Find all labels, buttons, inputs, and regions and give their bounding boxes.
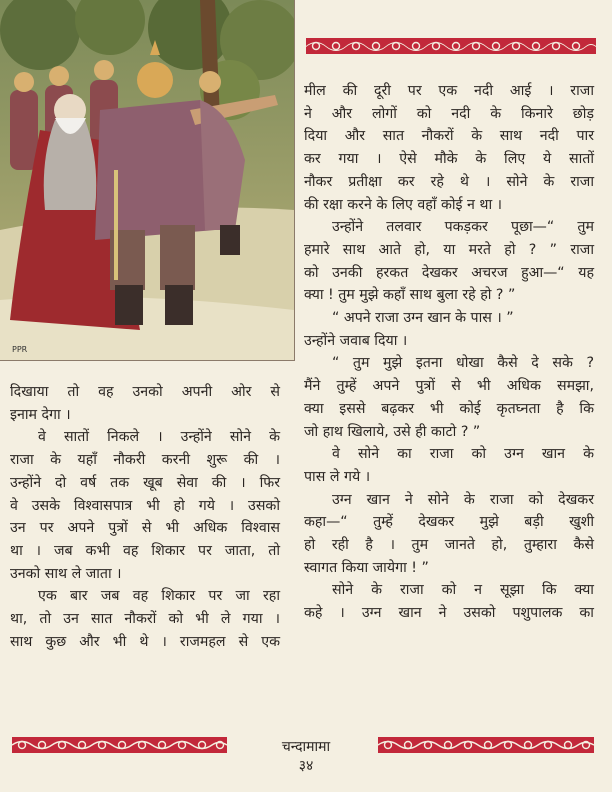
text-line: उन पर अपने पुत्रों से भी अधिक विश्वास bbox=[10, 520, 280, 537]
text-line: क्या इससे बढ़कर भी कोई कृतघ्नता है कि bbox=[304, 400, 594, 417]
text-line: स्वागत किया जायेगा ! ” bbox=[304, 559, 429, 576]
text-line: क्या ! तुम मुझे कहाँ साथ बुला रहे हो ? ” bbox=[304, 287, 516, 304]
text-line: हो रही है । तुम जानते हो, तुम्हारा कैसे bbox=[304, 537, 594, 554]
text-line: राजा के यहाँ नौकरी करनी शुरू की । bbox=[10, 452, 280, 469]
text-line: था । जब कभी वह शिकार पर जाता, तो bbox=[10, 542, 280, 559]
story-illustration bbox=[0, 0, 295, 361]
text-line: इनाम देगा । bbox=[10, 406, 71, 423]
right-text-column bbox=[304, 80, 594, 625]
text-line: जो हाथ खिलाये, उसे ही काटो ? ” bbox=[304, 423, 481, 440]
top-ornament-border bbox=[306, 38, 596, 54]
text-line: उन्होंने दो वर्ष तक खूब सेवा की । फिर bbox=[10, 474, 280, 491]
text-line: उग्न खान ने सोने के राजा को देखकर bbox=[332, 491, 594, 508]
text-line: मील की दूरी पर एक नदी आई । राजा bbox=[304, 83, 594, 99]
text-line: हमारे साथ आते हो, या मरते हो ? ” राजा bbox=[304, 241, 594, 258]
text-line: उन्होंने तलवार पकड़कर पूछा—“ तुम bbox=[332, 219, 594, 236]
text-line: वे सोने का राजा को उग्न खान के bbox=[332, 446, 594, 463]
text-line: उन्होंने जवाब दिया । bbox=[304, 332, 408, 349]
text-line: नौकर प्रतीक्षा कर रहे थे । सोने के राजा bbox=[304, 173, 594, 190]
text-line: मैंने तुम्हें अपने पुत्रों से भी अधिक समझा, bbox=[304, 378, 594, 395]
text-line: दिया और सात नौकरों के साथ नदी पार bbox=[304, 128, 594, 145]
text-line: वे सातों निकले । उन्होंने सोने के bbox=[38, 429, 280, 446]
text-line: “ अपने राजा उग्न खान के पास । ” bbox=[332, 310, 514, 327]
bottom-right-ornament-border bbox=[378, 737, 594, 753]
text-line: कर गया । ऐसे मौके के लिए ये सातों bbox=[304, 151, 594, 168]
page-number: ३४ bbox=[298, 758, 314, 774]
magazine-title: चन्दामामा bbox=[281, 739, 331, 755]
text-line: ने और लोगों को नदी के किनारे छोड़ bbox=[304, 105, 594, 122]
text-line: उनको साथ ले जाता । bbox=[10, 565, 122, 582]
text-line: कहा—“ तुम्हें देखकर मुझे बड़ी खुशी bbox=[304, 514, 594, 531]
text-line: दिखाया तो वह उनको अपनी ओर से bbox=[10, 384, 280, 400]
text-line: सोने के राजा को न सूझा कि क्या bbox=[332, 582, 594, 599]
illustration-signature: PPR bbox=[12, 345, 28, 354]
text-line: वे उसके विश्वासपात्र भी हो गये । उसको bbox=[10, 497, 280, 514]
bottom-left-ornament-border bbox=[12, 737, 227, 753]
text-line: साथ कुछ और भी थे । राजमहल से एक bbox=[10, 633, 280, 650]
text-line: को उनकी हरकत देखकर अचरज हुआ—“ यह bbox=[304, 264, 594, 281]
text-line: “ तुम मुझे इतना धोखा कैसे दे सके ? bbox=[332, 355, 594, 372]
left-text-column bbox=[10, 381, 280, 653]
text-line: एक बार जब वह शिकार पर जा रहा bbox=[38, 588, 280, 605]
text-line: पास ले गये । bbox=[304, 468, 371, 485]
text-line: की रक्षा करने के लिए वहाँ कोई न था । bbox=[304, 196, 503, 213]
text-line: था, तो उन सात नौकरों को भी ले गया । bbox=[10, 611, 280, 628]
soldiers-escorting-king-illustration bbox=[0, 0, 294, 360]
text-line: कहे । उग्न खान ने उसको पशुपालक का bbox=[304, 605, 594, 622]
